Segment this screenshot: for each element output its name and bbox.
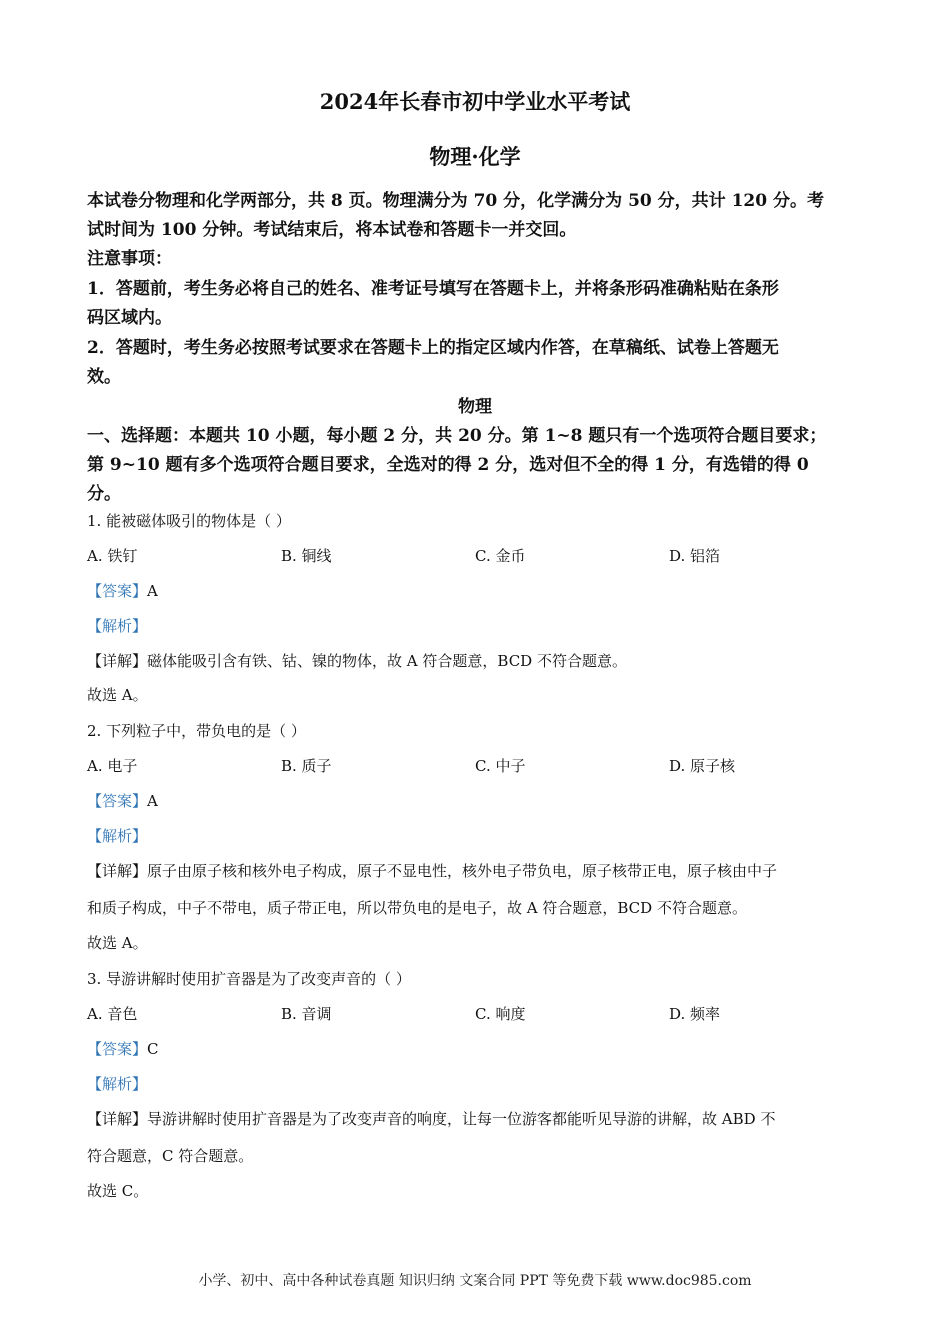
question-3-analysis-label: 【解析】 — [87, 1075, 148, 1093]
part-1-line-2: 第 9~10 题有多个选项符合题目要求，全选对的得 2 分，选对但不全的得 1 分，有选错的得 0 — [87, 455, 809, 475]
question-2-stem: 2. 下列粒子中，带负电的是（ ） — [87, 722, 306, 740]
question-1-detail — [87, 650, 627, 671]
notes-title: 注意事项： — [87, 249, 172, 269]
question-3-option-d: D. 频率 — [669, 1005, 721, 1023]
question-1-option-b: B. 铜线 — [281, 547, 332, 565]
intro-line-1: 本试卷分物理和化学两部分，共 8 页。物理满分为 70 分，化学满分为 50 分，共计 120 分。考 — [87, 191, 824, 211]
question-2-option-a: A. 电子 — [87, 757, 138, 775]
detail-label: 【详解】 — [87, 862, 148, 880]
question-3-stem: 3. 导游讲解时使用扩音器是为了改变声音的（ ） — [87, 970, 411, 988]
part-1-line-3: 分。 — [87, 484, 121, 504]
question-2-conclusion: 故选 A。 — [87, 934, 148, 952]
note-1-line-1: 1．答题前，考生务必将自己的姓名、准考证号填写在答题卡上，并将条形码准确粘贴在条形 — [87, 279, 779, 299]
detail-label: 【详解】 — [87, 652, 148, 670]
detail-text: 导游讲解时使用扩音器是为了改变声音的响度，让每一位游客都能听见导游的讲解，故 ABD 不 — [147, 1110, 776, 1128]
intro-line-2: 试时间为 100 分钟。考试结束后，将本试卷和答题卡一并交回。 — [87, 220, 577, 240]
page-title: 2024年长春市初中学业水平考试 — [319, 89, 631, 114]
question-1-option-c: C. 金币 — [475, 547, 526, 565]
question-1-answer — [87, 580, 158, 601]
note-1-line-2: 码区域内。 — [87, 308, 172, 328]
answer-label: 【答案】 — [87, 1040, 148, 1058]
question-2-option-c: C. 中子 — [475, 757, 526, 775]
question-2-option-b: B. 质子 — [281, 757, 332, 775]
question-1-analysis-label: 【解析】 — [87, 617, 148, 635]
question-3-option-b: B. 音调 — [281, 1005, 332, 1023]
detail-text: 磁体能吸引含有铁、钴、镍的物体，故 A 符合题意，BCD 不符合题意。 — [147, 652, 627, 670]
question-3-conclusion: 故选 C。 — [87, 1182, 149, 1200]
question-3-option-c: C. 响度 — [475, 1005, 526, 1023]
page-footer: 小学、初中、高中各种试卷真题 知识归纳 文案合同 PPT 等免费下载 www.doc985.com — [198, 1273, 752, 1289]
answer-label: 【答案】 — [87, 792, 148, 810]
question-1-stem: 1. 能被磁体吸引的物体是（ ） — [87, 512, 291, 530]
answer-label: 【答案】 — [87, 582, 148, 600]
question-2-detail-cont: 和质子构成，中子不带电，质子带正电，所以带负电的是电子，故 A 符合题意，BCD 不符合题意。 — [87, 899, 747, 917]
note-2-line-1: 2．答题时，考生务必按照考试要求在答题卡上的指定区域内作答，在草稿纸、试卷上答题无 — [87, 338, 779, 358]
question-1-conclusion: 故选 A。 — [87, 686, 148, 704]
detail-text: 原子由原子核和核外电子构成，原子不显电性，核外电子带负电，原子核带正电，原子核由中子 — [147, 862, 778, 880]
part-1-line-1: 一、选择题：本题共 10 小题，每小题 2 分，共 20 分。第 1~8 题只有一个选项符合题目要求； — [87, 426, 827, 446]
note-2-line-2: 效。 — [87, 367, 121, 387]
answer-value: A — [147, 582, 158, 600]
section-heading: 物理 — [458, 397, 492, 417]
question-2-analysis-label: 【解析】 — [87, 827, 148, 845]
question-1-option-d: D. 铝箔 — [669, 547, 721, 565]
question-3-detail — [87, 1108, 775, 1129]
answer-value: A — [147, 792, 158, 810]
question-2-answer — [87, 790, 158, 811]
question-3-detail-cont: 符合题意，C 符合题意。 — [87, 1147, 254, 1165]
answer-value: C — [147, 1040, 159, 1058]
question-3-option-a: A. 音色 — [87, 1005, 138, 1023]
question-3-answer — [87, 1038, 159, 1059]
question-2-option-d: D. 原子核 — [669, 757, 736, 775]
question-2-detail — [87, 860, 777, 881]
detail-label: 【详解】 — [87, 1110, 148, 1128]
question-1-option-a: A. 铁钉 — [87, 547, 138, 565]
page-subtitle: 物理·化学 — [429, 144, 521, 169]
